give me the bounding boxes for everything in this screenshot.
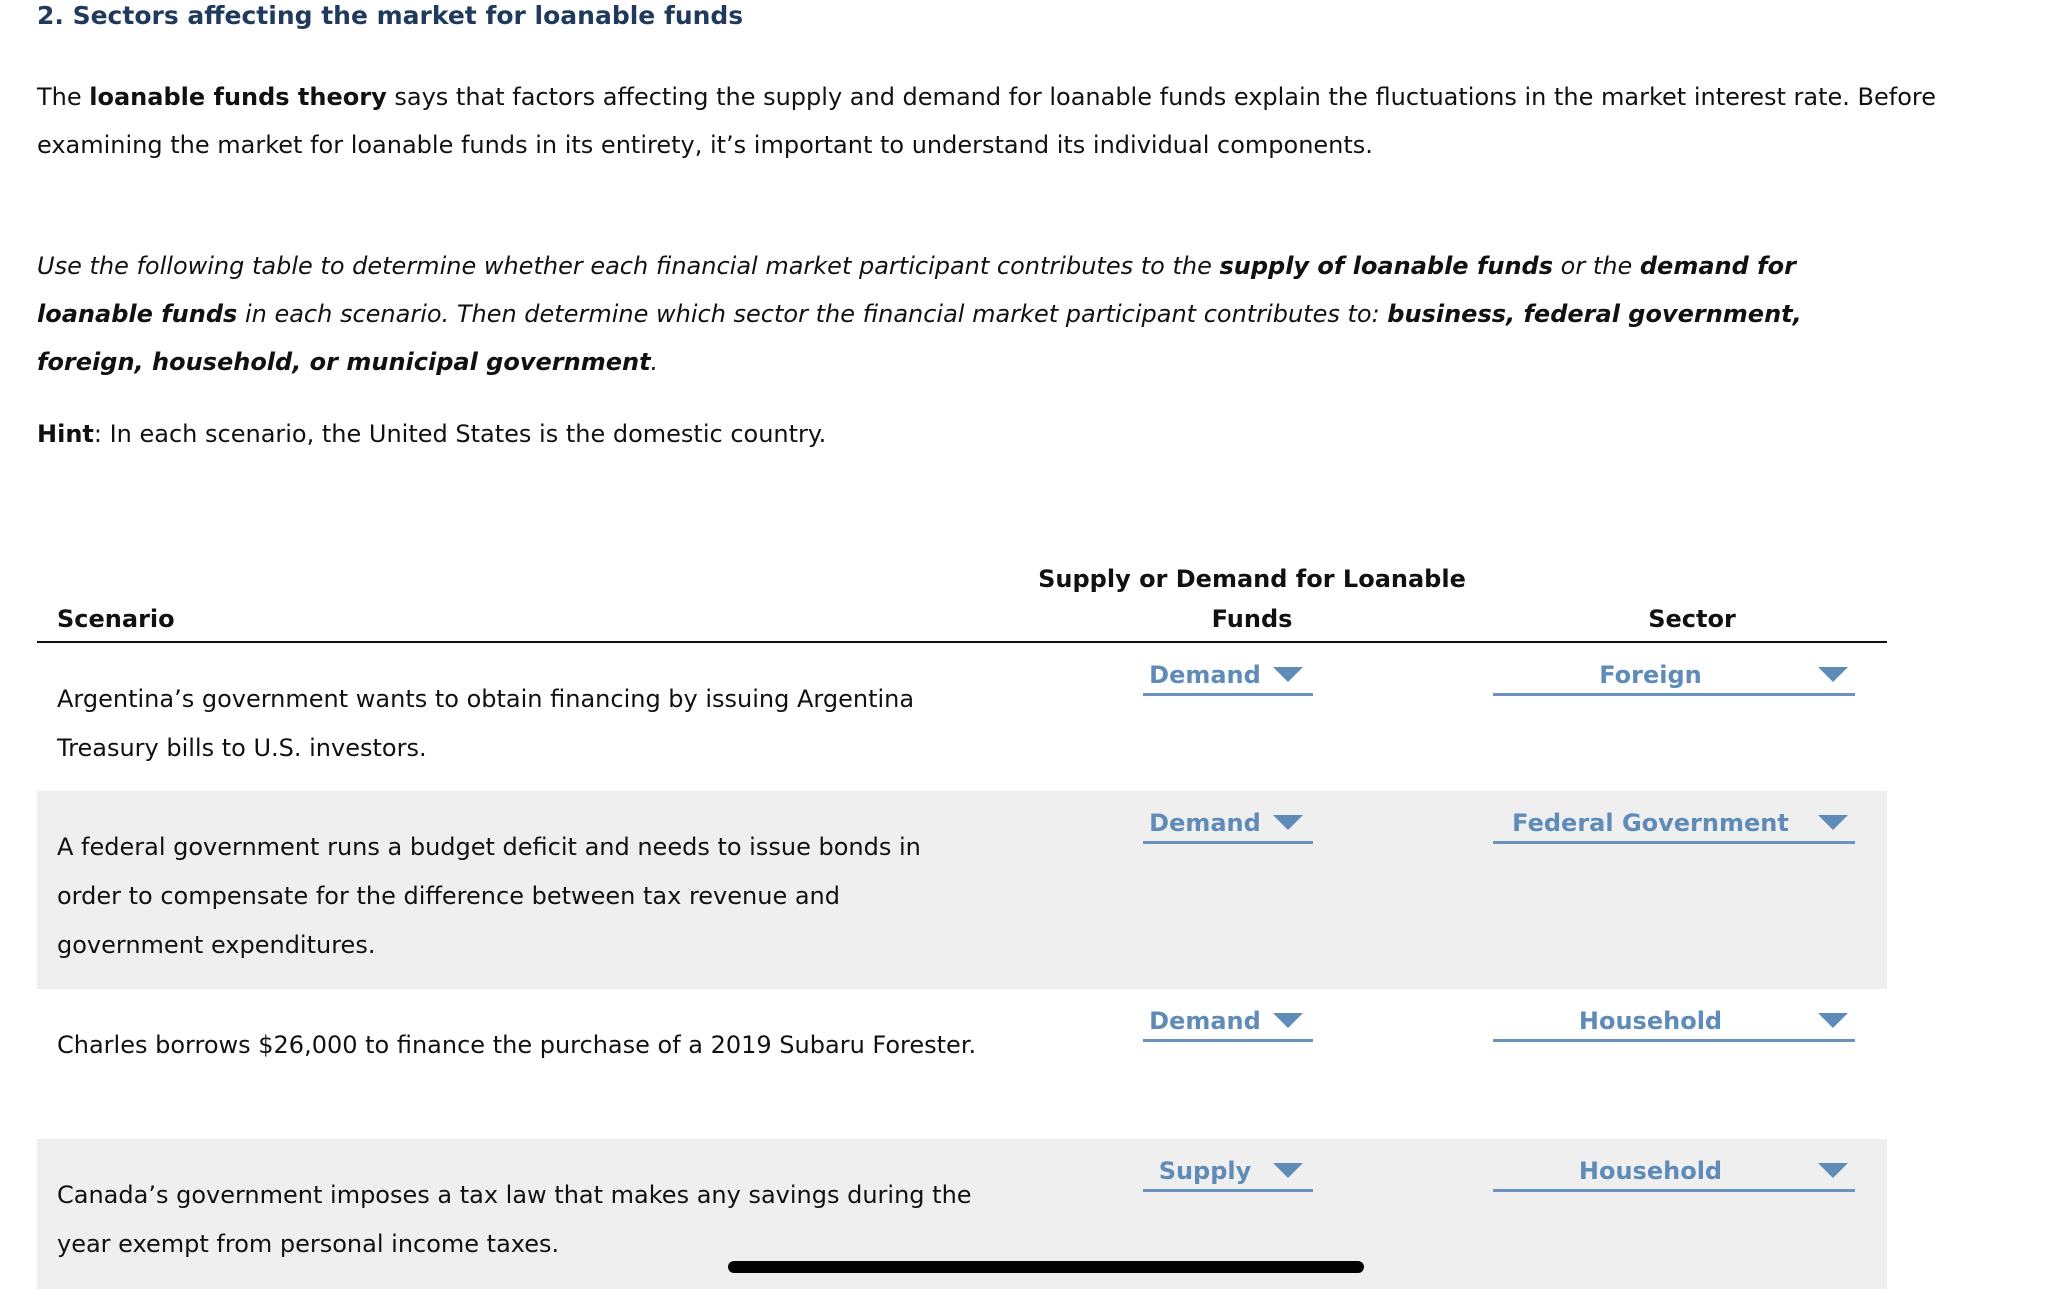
intro-paragraph: The loanable funds theory says that factors affecting the supply and demand for loanable funds explain the fluctuations in the market interest rate. Before examining the market for loanable funds in its entirety, it’s important to understand its individual components. <box>37 83 1936 159</box>
caret-down-icon <box>1273 1013 1303 1028</box>
table-header <box>37 555 1887 643</box>
dropdown-value: Household <box>1578 1157 1723 1185</box>
hint-label: Hint <box>37 420 94 448</box>
scenario-text: Argentina’s government wants to obtain financing by issuing Argentina Treasury bills to U.S. investors. <box>57 685 915 762</box>
caret-down-icon <box>1273 1163 1303 1178</box>
supply-demand-dropdown[interactable] <box>1143 807 1313 844</box>
sector-dropdown[interactable] <box>1493 1005 1855 1042</box>
dropdown-value: Federal Government <box>1512 809 1789 837</box>
scenario-text: Canada’s government imposes a tax law that makes any savings during the year exempt from personal income taxes. <box>57 1181 972 1258</box>
sector-dropdown[interactable] <box>1493 1155 1855 1192</box>
header-sector: Sector <box>1648 605 1736 633</box>
sector-dropdown[interactable] <box>1493 659 1855 696</box>
caret-down-icon <box>1818 1163 1848 1178</box>
scenario-text: A federal government runs a budget deficit and needs to issue bonds in order to compensate for the difference between tax revenue and government expenditures. <box>57 833 921 959</box>
dropdown-value: Demand <box>1149 809 1261 837</box>
question-heading: 2. Sectors affecting the market for loanable funds <box>37 1 744 30</box>
caret-down-icon <box>1818 815 1848 830</box>
instructions-paragraph: Use the following table to determine whether each financial market participant contributes to the supply of loanable funds or the demand for loanable funds in each scenario. Then determine which sector the financial market participant contributes to: business, federal government, foreign, household, or municipal government. <box>37 252 1802 376</box>
dropdown-value: Household <box>1578 1007 1723 1035</box>
dropdown-value: Supply <box>1158 1157 1252 1185</box>
dropdown-value: Demand <box>1149 661 1261 689</box>
sector-dropdown[interactable] <box>1493 807 1855 844</box>
scenario-text: Charles borrows $26,000 to finance the purchase of a 2019 Subaru Forester. <box>57 1031 977 1059</box>
header-scenario: Scenario <box>57 605 175 633</box>
caret-down-icon <box>1818 667 1848 682</box>
supply-demand-dropdown[interactable] <box>1143 1155 1313 1192</box>
table-row <box>37 643 1887 791</box>
caret-down-icon <box>1273 815 1303 830</box>
dropdown-value: Foreign <box>1599 661 1702 689</box>
supply-demand-dropdown[interactable] <box>1143 1005 1313 1042</box>
supply-demand-dropdown[interactable] <box>1143 659 1313 696</box>
hint-paragraph: Hint: In each scenario, the United States is the domestic country. <box>37 420 827 448</box>
dropdown-value: Demand <box>1149 1007 1261 1035</box>
table-row <box>37 791 1887 989</box>
table-row <box>37 989 1887 1139</box>
caret-down-icon <box>1818 1013 1848 1028</box>
scroll-indicator[interactable] <box>728 1261 1364 1273</box>
scenario-table <box>37 555 1887 1289</box>
header-supply-demand: Supply or Demand for Loanable Funds <box>1038 565 1466 633</box>
caret-down-icon <box>1273 667 1303 682</box>
